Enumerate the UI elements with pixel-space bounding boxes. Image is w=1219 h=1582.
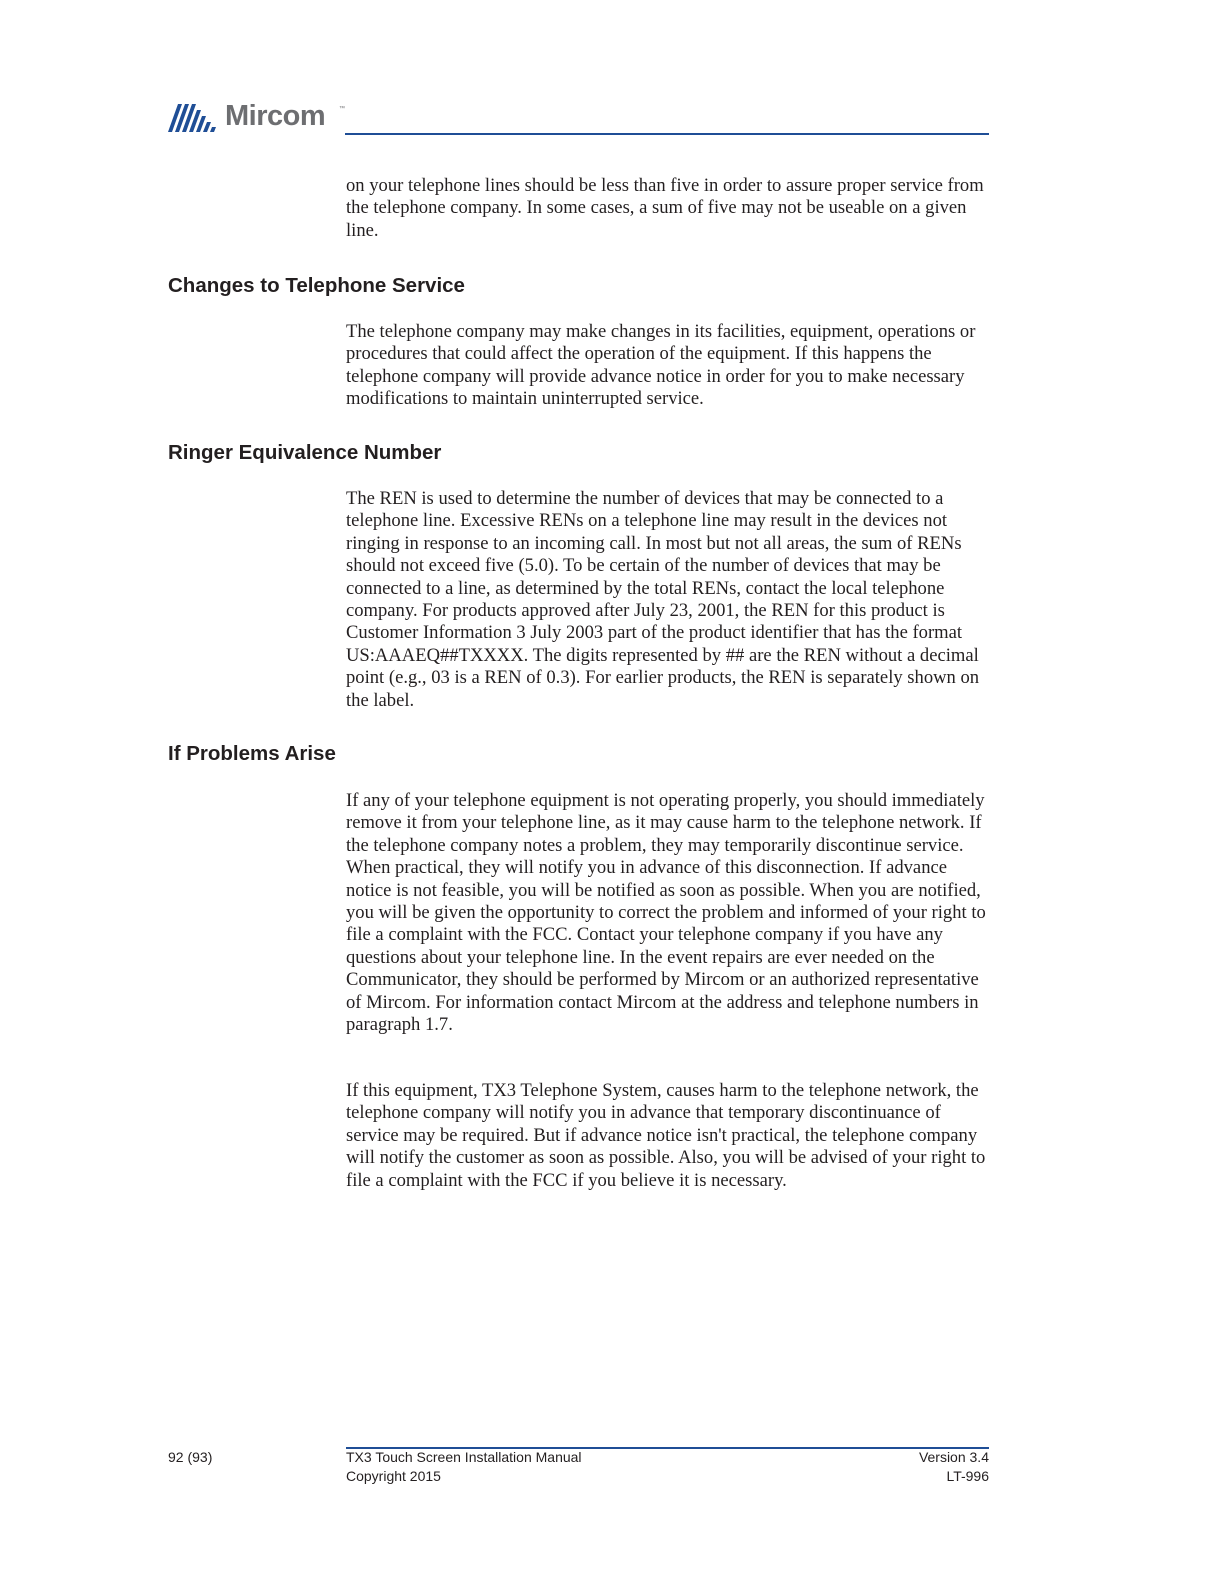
intro-paragraph: on your telephone lines should be less than five in order to assure proper service from the telephone company. In some cases, a sum of five may not be useable on a given line. [346, 175, 984, 241]
header-rule [345, 133, 989, 135]
problems-paragraph-1: If any of your telephone equipment is not operating properly, you should immediately remove it from your telephone line, as it may cause harm to the telephone network. If the telephone company notes a problem, they may temporarily discontinue service. When practical, they will notify you in advance of this disconnection. If advance notice is not feasible, you will be notified as soon as possible. When you are notified, you will be given the opportunity to correct the problem and informed of your right to file a complaint with the FCC. Contact your telephone company if you have any questions about your telephone line. In the event repairs are ever needed on the Communicator, they should be performed by Mircom or an authorized representative of Mircom. For information contact Mircom at the address and telephone numbers in paragraph 1.7. [346, 790, 986, 1036]
page-header [168, 98, 989, 138]
logo-wordmark: Mircom [225, 100, 326, 132]
footer-copyright: Copyright 2015 [346, 1468, 441, 1484]
changes-paragraph: The telephone company may make changes in its facilities, equipment, operations or procedures that could affect the operation of the equipment. If this happens the telephone company will provide advance notice in order for you to make necessary modifications to maintain uninterrupted service. [346, 321, 976, 410]
heading-if-problems-arise: If Problems Arise [168, 742, 336, 765]
mircom-logo-icon [168, 102, 218, 132]
footer-doc-code: LT-996 [946, 1468, 989, 1484]
footer-version: Version 3.4 [918, 1449, 989, 1465]
heading-ringer-equivalence-number: Ringer Equivalence Number [168, 441, 442, 464]
footer-manual-title: TX3 Touch Screen Installation Manual [346, 1449, 582, 1465]
logo-trademark: ™ [339, 106, 345, 112]
problems-paragraph-2: If this equipment, TX3 Telephone System, causes harm to the telephone network, the telephone company will notify you in advance that temporary discontinuance of service may be required. But if advance notice isn't practical, the telephone company will notify the customer as soon as possible. Also, you will be advised of your right to file a complaint with the FCC if you believe it is necessary. [346, 1080, 986, 1191]
footer-page-number: 92 (93) [168, 1449, 213, 1465]
ren-paragraph: The REN is used to determine the number of devices that may be connected to a telephone line. Excessive RENs on a telephone line may result in the devices not ringing in response to an incoming call. In most but not all areas, the sum of RENs should not exceed five (5.0). To be certain of the number of devices that may be connected to a line, as determined by the total RENs, contact the local telephone company. For products approved after July 23, 2001, the REN for this product is Customer Information 3 July 2003 part of the product identifier that has the format US:AAAEQ##TXXXX. The digits represented by ## are the REN without a decimal point (e.g., 03 is a REN of 0.3). For earlier products, the REN is separately shown on the label. [346, 488, 980, 711]
heading-changes-to-telephone-service: Changes to Telephone Service [168, 274, 465, 297]
